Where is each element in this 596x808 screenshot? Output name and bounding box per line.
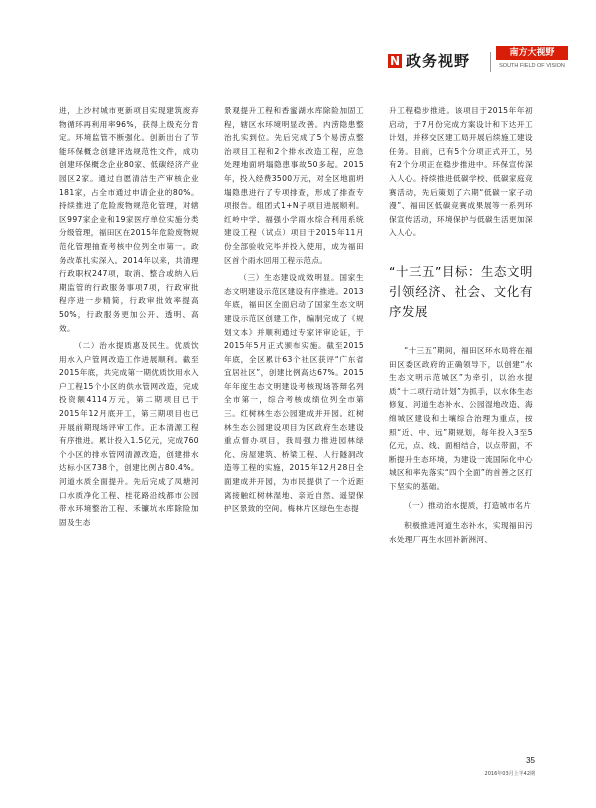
issue-info: 2016年03月上半42期 [484,771,535,777]
masthead-divider [490,52,491,72]
masthead [388,38,568,76]
text-column-3 [389,104,533,546]
page-number: 35 [526,756,535,765]
text-column-2 [224,104,364,516]
column-tag: 南方大视野 [496,46,568,60]
paragraph: 景观提升工程和香蜜湖水库除险加固工程，辖区水环境明显改善。内涝隐患整治扎实到位。先后完成了5个易涝点整治项目工程和2个排水改造工程，应急处理地面坍塌隐患事故50多起。2015年，投入经费3500万元，对全区地面坍塌隐患进行了专项排查，形成了排查专项报告。组团式1+N子项目进展顺利。红岭中学、福强小学雨水综合利用系统建设工程（试点）项目于2015年11月份全部验收完毕并投入使用，成为福田区首个雨水回用工程示范点。 [224,106,364,265]
magazine-section-title: 政务视野 [406,52,471,70]
paragraph: 积极推进河道生态补水，实现福田污水处理厂再生水回补新洲河、 [389,521,533,544]
paragraph: “十三五”期间，福田区环水局将在福田区委区政府的正确领导下，以创建“水生态文明示范城区”为牵引，以治水提质“十二项行动计划”为抓手，以水体生态修复、河道生态补水、公园湿地改造、海绵城区建设和土壤综合治理为重点，按照“近、中、远”期规划，每年投入3至5亿元，点、线、面相结合，以点带面，不断提升生态环境，为建设一流国际化中心城区和率先落实“四个全面”的首善之区打下坚实的基础。 [389,345,533,491]
paragraph: （二）治水提质惠及民生。优质饮用水入户管网改造工作进展顺利。截至2015年底，共完成第一期优质饮用水入户工程15个小区的供水管网改造，完成投资额4114万元，第二期项目已于2015年12月底开工，第三期项目也已开展前期现场评审工作。正本清源工程有序推进。累计投入1.5亿元，完成760个小区的排水管网清源改造，创建排水达标小区738个，创建比例占80.4%。河道水质全面提升。先后完成了凤塘河口水质净化工程、桂花路沿线都市公园带水环境整治工程、禾镰坑水库除险加固及生态 [59,341,199,527]
paragraph: 升工程稳步推进。该项目于2015年年初启动，于7月份完成方案设计和下达开工计划，并移交区建工局开展后续施工建设任务。目前，已有5个分项正式开工，另有2个分项正在稳步推进中。环保宣传深入人心。持续推进低碳学校、低碳家庭竞赛活动，先后策划了六期“低碳一家子动漫”、福田区低碳竞赛成果展等一系列环保宣传活动，环境保护与低碳生活更加深入人心。 [389,106,533,238]
section-heading: “十三五”目标：生态文明引领经济、社会、文化有序发展 [389,263,533,319]
paragraph: 进，上沙村城市更新项目实现建筑废弃物循环再利用率96%，获得上级充分肯定。环境监管不断强化。创新出台了节能环保概念创建评选规范性文件，成功创建环保概念企业80家、低碳经济产业园区2家。通过自愿清洁生产审核企业181家，占全市通过申请企业的80%。持续推进了危险废物规范化管理，对辖区997家企业和19家医疗单位实施分类分级管理，福田区在2015年危险废物规范化管理抽查考核中位列全市第一。政务改革扎实深入。2014年以来，共清理行政职权247项，取消、整合或纳入后期监管的行政服务事项7项，行政审批程序进一步精简，行政审批效率提高50%，行政服务更加公开、透明、高效。 [59,106,199,333]
subsection-heading: （一）推动治水提质，打造城市名片 [404,501,532,511]
column-tag-english: SOUTH FIELD OF VISION [499,63,565,69]
paragraph: （三）生态建设成效明显。国家生态文明建设示范区建设有序推进。2013年底，福田区全面启动了国家生态文明建设示范区创建工作，编制完成了《规划文本》并顺利通过专家评审论证，于2015年5月正式颁布实施。截至2015年底，全区累计63个社区获评“广东省宜居社区”，创建比例高达67%。2015年年度生态文明建设考核现场答辩名列全市第一，综合考核成绩位列全市第三。红树林生态公园建成并开园。红树林生态公园建设项目为区政府生态建设重点督办项目，我局强力推进园林绿化、房屋建筑、桥梁工程、人行隧洞改造等工程的实施，2015年12月28日全面建成并开园，为市民提供了一个近距离接触红树林湿地、亲近自然、遥望保护区景致的空间。梅林片区绿色生态提 [224,273,364,514]
text-column-1 [59,104,199,529]
newspaper-logo-icon: N [389,54,401,68]
